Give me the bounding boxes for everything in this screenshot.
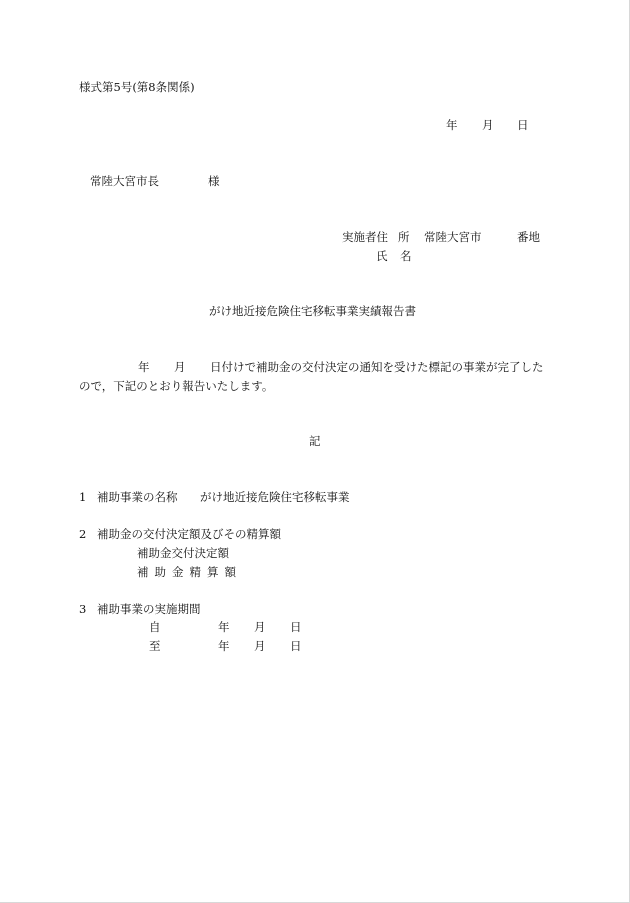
item-1-label: 補助事業の名称 xyxy=(97,490,178,504)
settlement-char: 算 xyxy=(207,565,219,579)
period-to-day: 日 xyxy=(290,639,302,653)
item-2-decision-amount-label: 補助金交付決定額 xyxy=(137,546,229,560)
date-year-label: 年 xyxy=(446,118,458,132)
applicant-city: 常陸大宮市 xyxy=(424,230,482,244)
settlement-char: 額 xyxy=(224,565,236,579)
applicant-banchi: 番地 xyxy=(517,230,540,244)
period-to-year: 年 xyxy=(218,639,230,653)
body-year-label: 年 xyxy=(138,360,150,374)
recipient-name: 常陸大宮市長 xyxy=(90,174,159,188)
item-3-number: 3 xyxy=(79,602,87,616)
applicant-address-label: 所 xyxy=(398,230,410,244)
form-number: 様式第5号(第8条関係) xyxy=(79,80,195,94)
settlement-char: 金 xyxy=(172,565,184,579)
applicant-name-label-2: 名 xyxy=(400,249,412,263)
period-to-label: 至 xyxy=(149,639,161,653)
item-2-label: 補助金の交付決定額及びその精算額 xyxy=(97,527,281,541)
body-text-line-1: 日付けで補助金の交付決定の通知を受けた標記の事業が完了した xyxy=(210,360,544,374)
date-day-label: 日 xyxy=(517,118,529,132)
recipient-honorific: 様 xyxy=(208,174,220,188)
settlement-char: 補 xyxy=(137,565,149,579)
item-2-settlement-amount-label xyxy=(137,567,242,579)
period-from-year: 年 xyxy=(218,620,230,634)
period-to-month: 月 xyxy=(254,639,266,653)
item-1-value: がけ地近接危険住宅移転事業 xyxy=(200,490,350,504)
body-month-label: 月 xyxy=(174,360,186,374)
item-3-label: 補助事業の実施期間 xyxy=(97,602,201,616)
applicant-name-label-1: 氏 xyxy=(376,249,388,263)
document-title: がけ地近接危険住宅移転事業実績報告書 xyxy=(209,304,416,318)
ki-heading: 記 xyxy=(309,434,321,448)
settlement-char: 助 xyxy=(154,565,166,579)
applicant-label: 実施者住 xyxy=(342,230,388,244)
item-1-number: 1 xyxy=(79,490,87,504)
item-2-number: 2 xyxy=(79,527,87,541)
period-from-day: 日 xyxy=(290,620,302,634)
period-from-label: 自 xyxy=(149,620,161,634)
period-from-month: 月 xyxy=(254,620,266,634)
date-month-label: 月 xyxy=(482,118,494,132)
body-text-line-2: ので，下記のとおり報告いたします。 xyxy=(79,379,274,393)
settlement-char: 精 xyxy=(189,565,201,579)
